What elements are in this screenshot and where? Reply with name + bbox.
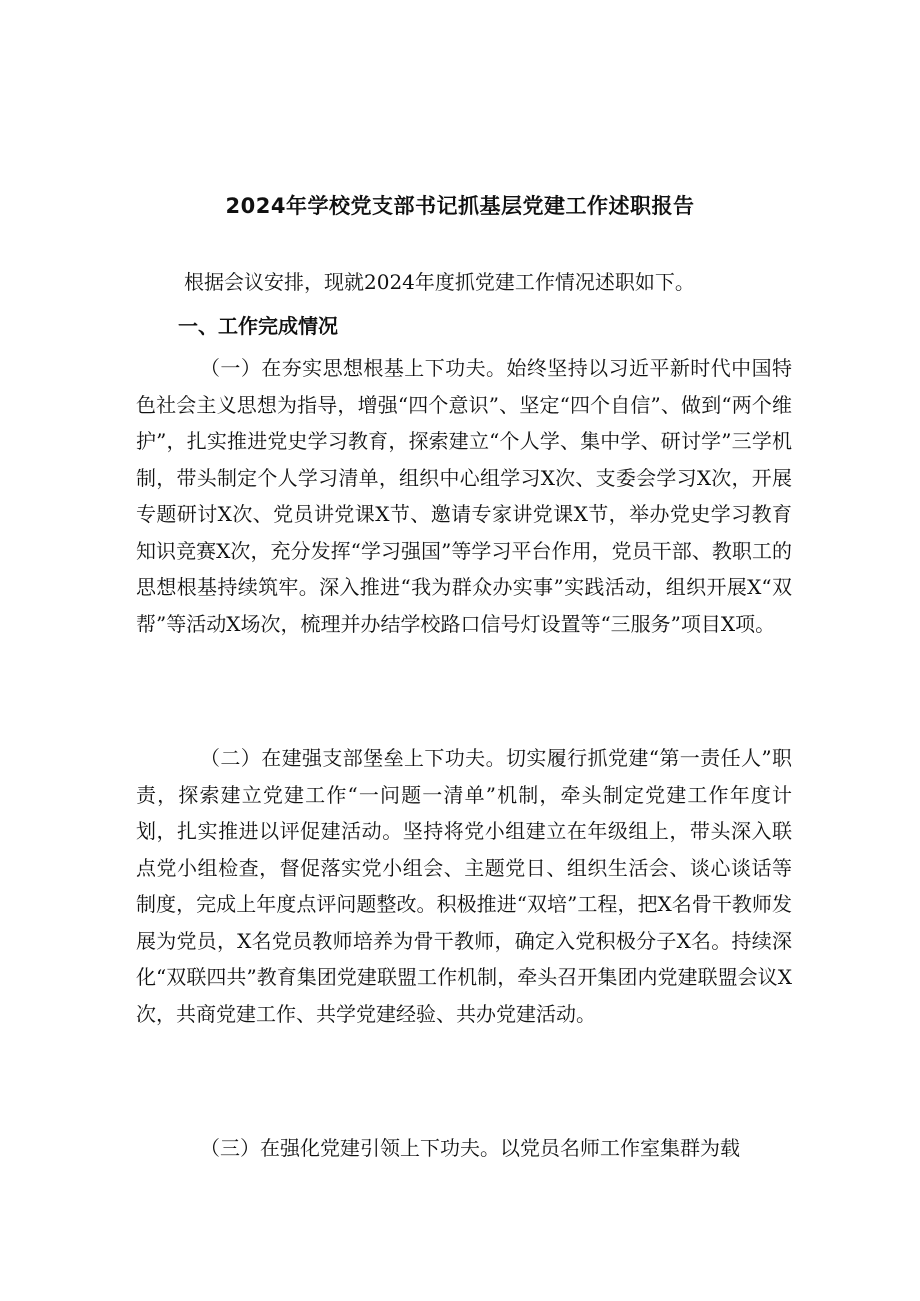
section-heading-1: 一、工作完成情况	[178, 314, 338, 338]
document-title: 2024年学校党支部书记抓基层党建工作述职报告	[225, 194, 695, 219]
paragraph-2: （二）在建强支部堡垒上下功夫。切实履行抓党建“第一责任人”职责，探索建立党建工作“一问题一清单”机制，牵头制定党建工作年度计划，扎实推进以评促建活动。坚持将党小组建立在年级组上，带头深入联点党小组检查，督促落实党小组会、主题党日、组织生活会、谈心谈话等制度，完成上年度点评问题整改。积极推进“双培”工程，把X名骨干教师发展为党员，X名党员教师培养为骨干教师，确定入党积极分子X名。持续深化“双联四共”教育集团党建联盟工作机制，牵头召开集团内党建联盟会议X次，共商党建工作、共学党建经验、共办党建活动。	[136, 746, 792, 1026]
intro-paragraph: 根据会议安排，现就2024年度抓党建工作情况述职如下。	[184, 270, 695, 294]
paragraph-1: （一）在夯实思想根基上下功夫。始终坚持以习近平新时代中国特色社会主义思想为指导，增强“四个意识”、坚定“四个自信”、做到“两个维护”，扎实推进党史学习教育，探索建立“个人学、集中学、研讨学”三学机制，带头制定个人学习清单，组织中心组学习X次、支委会学习X次，开展专题研讨X次、党员讲党课X节、邀请专家讲党课X节，举办党史学习教育知识竞赛X次，充分发挥“学习强国”等学习平台作用，党员干部、教职工的思想根基持续筑牢。深入推进“我为群众办实事”实践活动，组织开展X“双帮”等活动X场次，梳理并办结学校路口信号灯设置等“三服务”项目X项。	[136, 356, 792, 636]
paragraph-3: （三）在强化党建引领上下功夫。以党员名师工作室集群为载	[200, 1136, 740, 1160]
